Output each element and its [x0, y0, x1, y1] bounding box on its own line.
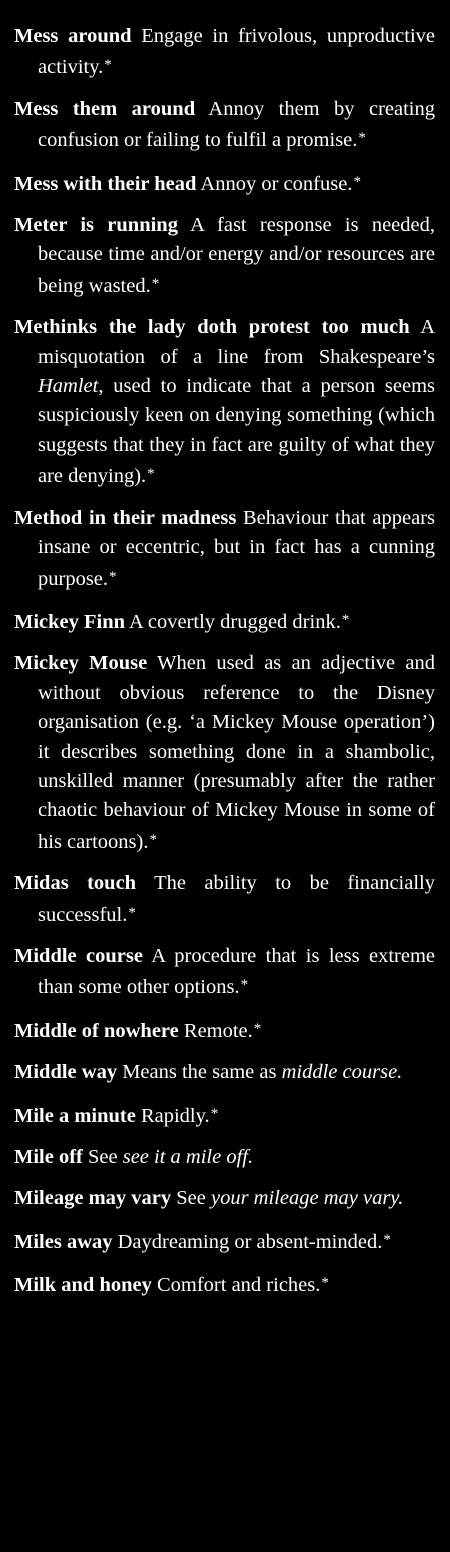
glossary-entry [14, 95, 435, 156]
glossary-entry [14, 211, 435, 301]
entry-term: Milk and honey [14, 1274, 152, 1297]
entry-term: Mickey Mouse [14, 652, 148, 675]
entry-definition: See [88, 1146, 118, 1168]
glossary-entry [14, 1058, 435, 1087]
entry-definition: A covertly drugged drink. [129, 610, 341, 633]
star-marker: * [210, 1105, 219, 1122]
glossary-entry [14, 22, 435, 83]
entry-term: Mile off [14, 1146, 83, 1168]
glossary-entry [14, 1143, 435, 1172]
glossary-entry [14, 504, 435, 594]
entry-term: Mess around [14, 25, 132, 47]
entry-definition: Engage in frivolous, unproductive activity. [38, 25, 436, 79]
star-marker: * [128, 904, 136, 921]
glossary-entry [14, 1269, 435, 1300]
star-marker: * [147, 466, 155, 483]
star-marker: * [383, 1231, 391, 1248]
glossary-entry [14, 168, 435, 199]
entry-term: Mileage may vary [14, 1187, 172, 1210]
entry-term: Midas touch [14, 872, 137, 895]
glossary-entry [14, 942, 435, 1003]
glossary-entry [14, 1100, 435, 1131]
star-marker: * [353, 173, 361, 190]
entry-definition: When used as an adjective and without obvious reference to the Disney organisation (e.g. ‘a Mickey Mouse operation’) it describes something done in a shambolic, unskilled manner (presumably after the rather chaotic behaviour of Mickey Mouse in some of his cartoons). [38, 652, 435, 853]
glossary-entry [14, 649, 435, 857]
star-marker: * [358, 130, 366, 147]
entry-definition: Behaviour that appears insane or eccentric, but in fact has a cunning purpose. [38, 506, 436, 590]
entry-definition: The ability to be financially successful. [38, 872, 435, 926]
entry-term: Meter is running [14, 214, 178, 237]
star-marker: * [341, 611, 350, 628]
entry-title-reference: Hamlet, [38, 375, 104, 398]
entry-term: Method in their madness [14, 506, 237, 529]
entry-definition-continued: used to indicate that a person seems suspiciously keen on denying something (which suggests that they in fact are guilty of what they are denying). [38, 375, 436, 488]
entry-term: Middle of nowhere [14, 1019, 179, 1042]
glossary-entry [14, 869, 435, 930]
entry-definition: Annoy or confuse. [200, 172, 353, 195]
entry-term: Methinks the lady doth protest too much [14, 316, 410, 339]
entry-term: Miles away [14, 1230, 113, 1253]
star-marker: * [109, 568, 117, 585]
entry-term: Mess them around [14, 97, 196, 120]
entry-definition: Means the same as [122, 1061, 277, 1084]
entry-definition: A procedure that is less extreme than some other options. [38, 944, 435, 999]
entry-definition: A fast response is needed, because time and/or energy and/or resources are being wasted. [38, 214, 435, 297]
glossary-entry [14, 1226, 435, 1257]
entry-cross-reference: middle course. [281, 1061, 403, 1084]
entry-definition: Annoy them by creating confusion or failing to fulfil a promise. [38, 97, 435, 152]
entry-term: Mickey Finn [14, 610, 126, 633]
entry-cross-reference: your mileage may vary. [210, 1187, 404, 1210]
entry-term: Mess with their head [14, 172, 197, 195]
entry-term: Middle way [14, 1061, 118, 1084]
glossary-entry [14, 1015, 435, 1046]
entry-cross-reference: see it a mile off. [122, 1146, 254, 1168]
entry-definition: Rapidly. [140, 1104, 210, 1127]
glossary-entry [14, 313, 435, 491]
star-marker: * [151, 275, 160, 292]
glossary-entry [14, 606, 435, 637]
star-marker: * [149, 831, 157, 848]
entry-definition: A misquotation of a line from Shakespeare’s [38, 316, 435, 368]
entry-term: Mile a minute [14, 1104, 136, 1127]
star-marker: * [104, 57, 112, 74]
entry-definition: Remote. [183, 1019, 253, 1042]
entry-definition: Daydreaming or absent-minded. [117, 1230, 383, 1253]
glossary-entry [14, 1184, 435, 1213]
entry-term: Middle course [14, 944, 143, 967]
star-marker: * [253, 1020, 262, 1037]
star-marker: * [321, 1275, 329, 1292]
entry-definition: See [176, 1187, 206, 1210]
entry-definition: Comfort and riches. [156, 1274, 321, 1297]
star-marker: * [240, 977, 249, 994]
